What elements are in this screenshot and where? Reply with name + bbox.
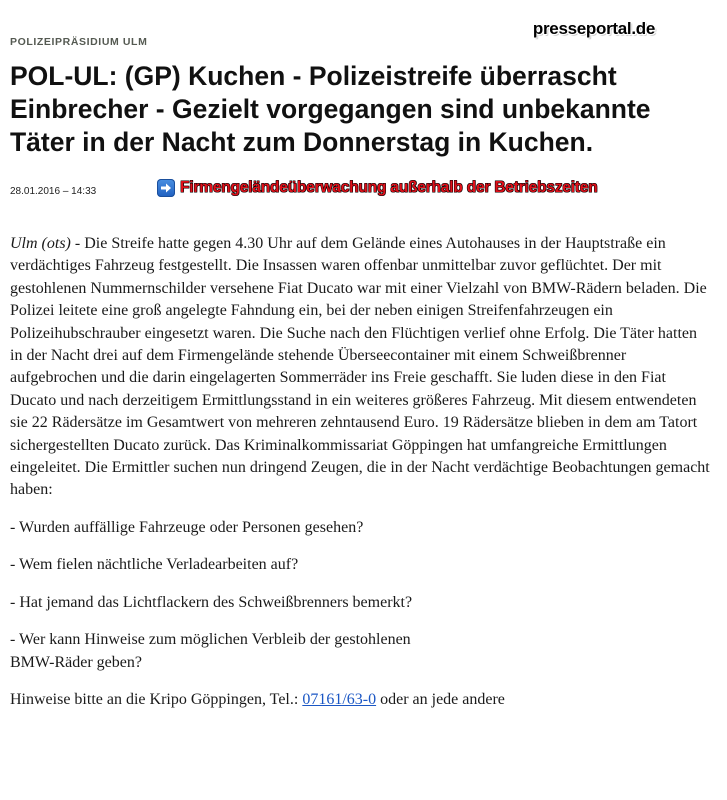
question-item: - Wem fielen nächtliche Verladearbeiten auf? <box>10 556 299 574</box>
contact-paragraph <box>10 689 710 711</box>
annotation-text: Firmengeländeüberwachung außerhalb der Betriebszeiten <box>180 179 598 196</box>
annotation-link[interactable] <box>157 179 597 197</box>
publish-date: 28.01.2016 – 14:33 <box>10 186 97 197</box>
article-body <box>10 233 710 726</box>
article-headline: POL-UL: (GP) Kuchen - Polizeistreife überrascht Einbrecher - Gezielt vorgegangen sind unbekannte Täter in der Nacht zum Donnerstag in Kuchen. <box>10 61 651 157</box>
contact-text-end: oder an jede andere <box>376 690 505 708</box>
dateline-place: Ulm (ots) <box>10 235 71 252</box>
presseportal-logo[interactable]: presseportal.de <box>532 19 655 38</box>
lead-paragraph <box>10 233 710 502</box>
question-item: - Wurden auffällige Fahrzeuge oder Personen gesehen? <box>10 518 364 536</box>
organization-label[interactable]: POLIZEIPRÄSIDIUM ULM <box>10 36 148 48</box>
question-item: - Hat jemand das Lichtflackern des Schweißbrenners bemerkt? <box>10 593 413 611</box>
right-arrow-icon <box>157 179 175 197</box>
question-item: - Wer kann Hinweise zum möglichen Verbleib der gestohlenen BMW-Räder geben? <box>10 631 411 671</box>
lead-text: - Die Streife hatte gegen 4.30 Uhr auf dem Gelände eines Autohauses in der Hauptstraße ein verdächtiges Fahrzeug festgestellt. Die Insassen waren offenbar unmittelbar zuvor geflüchtet. Der mit gestohlenen Nummernschilder versehene Fiat Ducato war mit einer Vielzahl von BMW-Rädern beladen. Die Polizei leitete eine groß angelegte Fahndung ein, bei der neben einigen Streifenfahrzeugen ein Polizeihubschrauber eingesetzt waren. Die Suche nach den Flüchtigen verlief ohne Erfolg. Die Täter hatten in der Nacht drei auf dem Firmengelände stehende Überseecontainer mit einem Schweißbrenner aufgebrochen und die darin eingelagerten Sommerräder ins Freie geschafft. Sie luden diese in den Fiat Ducato und nach derzeitigem Ermittlungsstand in ein weiteres größeres Fahrzeug. Mit diesem entwendeten sie 22 Rädersätze im Gesamtwert von mehreren zehntausend Euro. 19 Rädersätze blieben in dem am Tatort sichergestellten Ducato zurück. Das Kriminalkommissariat Göppingen hat umfangreiche Ermittlungen eingeleitet. Die Ermittler suchen nun dringend Zeugen, die in der Nacht verdächtige Beobachtungen gemacht haben: <box>10 235 710 499</box>
contact-text: Hinweise bitte an die Kripo Göppingen, Tel.: <box>10 690 303 708</box>
phone-link[interactable]: 07161/63-0 <box>302 690 377 708</box>
